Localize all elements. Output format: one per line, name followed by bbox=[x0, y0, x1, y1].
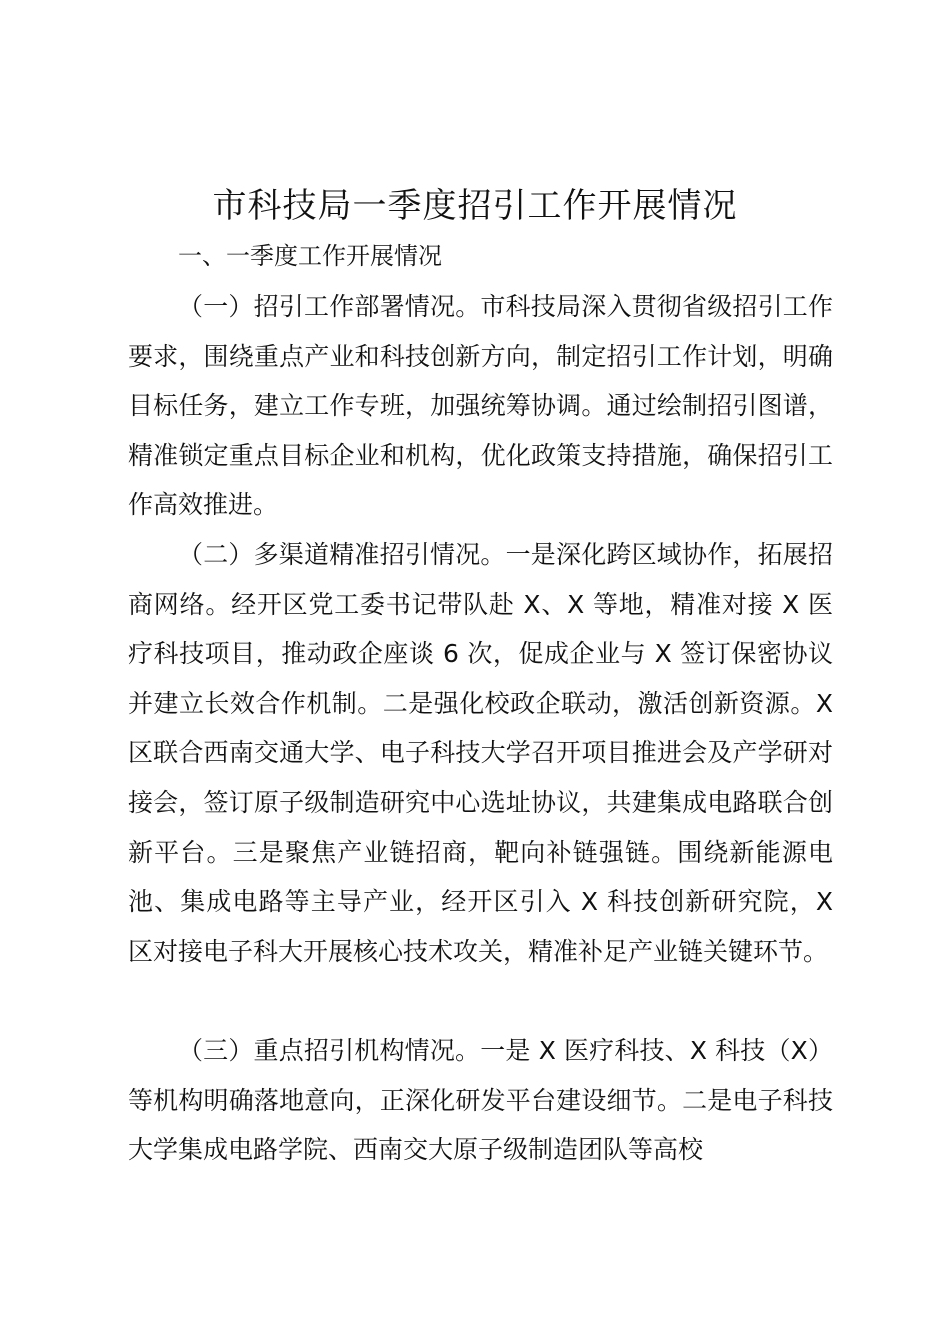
document-title: 市科技局一季度招引工作开展情况 bbox=[212, 186, 738, 226]
paragraph-channels: （二）多渠道精准招引情况。一是深化跨区域协作，拓展招商网络。经开区党工委书记带队赴 X、X 等地，精准对接 X 医疗科技项目，推动政企座谈 6 次，促成企业与 X 签订保密协议并建立长效合作机制。二是强化校政企联动，激活创新资源。X 区联合西南交通大学、电子科技大学召开项目推进会及产学研对接会，签订原子级制造研究中心选址协议，共建集成电路联合创新平台。三是聚焦产业链招商，靶向补链强链。围绕新能源电池、集成电路等主导产业，经开区引入 X 科技创新研究院，X 区对接电子科大开展核心技术攻关，精准补足产业链关键环节。 bbox=[128, 540, 833, 966]
paragraph-key-institutions: （三）重点招引机构情况。一是 X 医疗科技、X 科技（X）等机构明确落地意向，正深化研发平台建设细节。二是电子科技大学集成电路学院、西南交大原子级制造团队等高校 bbox=[128, 1036, 833, 1165]
section-heading: 一、一季度工作开展情况 bbox=[178, 242, 442, 270]
paragraph-deployment: （一）招引工作部署情况。市科技局深入贯彻省级招引工作要求，围绕重点产业和科技创新方向，制定招引工作计划，明确目标任务，建立工作专班，加强统筹协调。通过绘制招引图谱，精准锁定重点目标企业和机构，优化政策支持措施，确保招引工作高效推进。 bbox=[128, 292, 833, 520]
